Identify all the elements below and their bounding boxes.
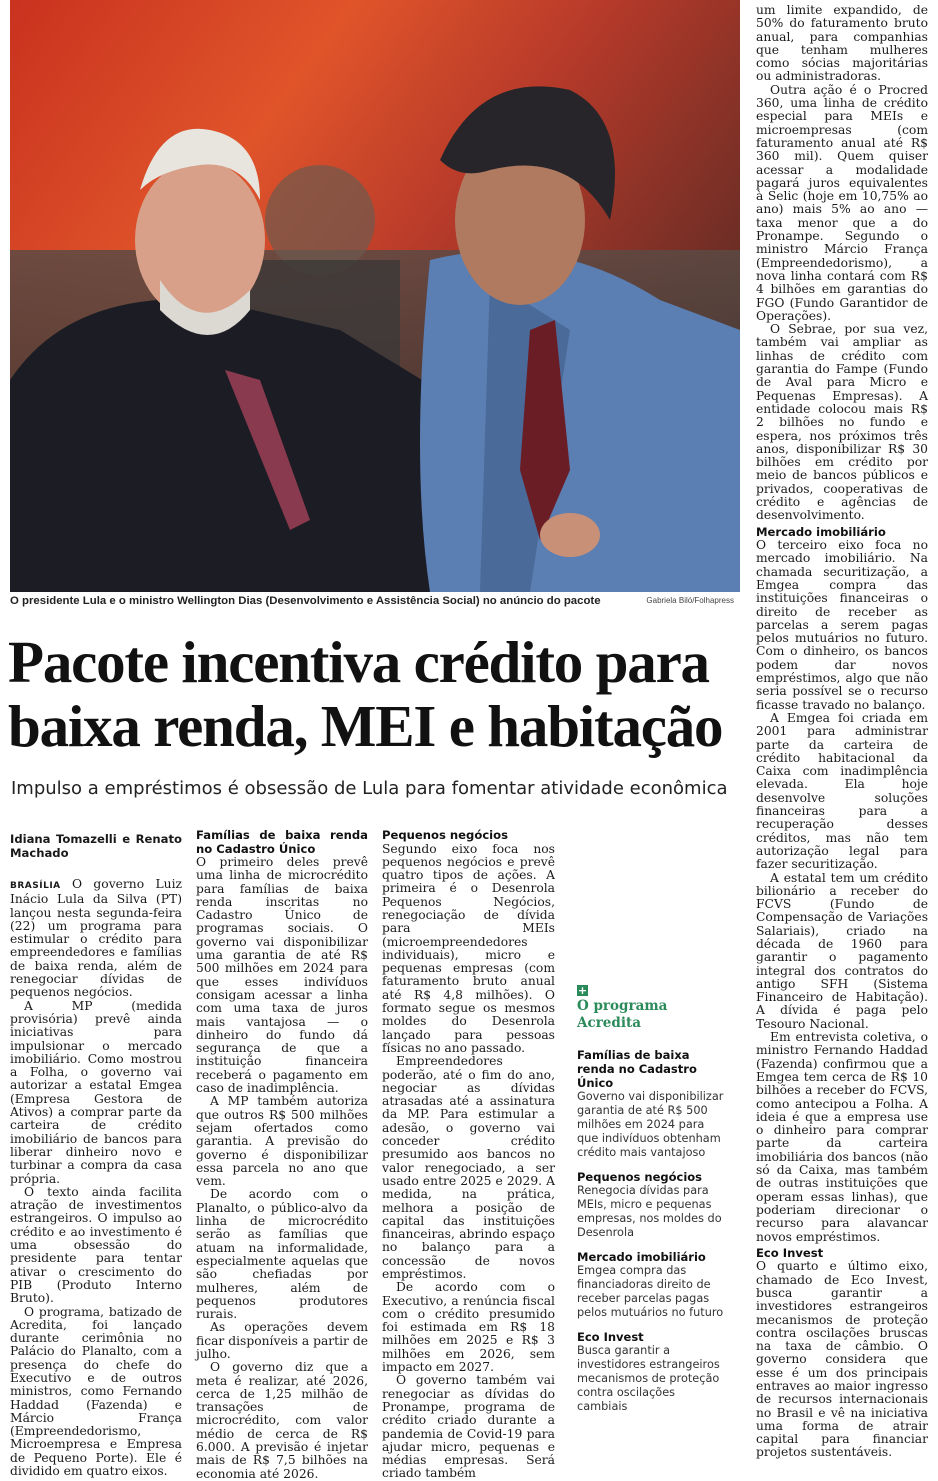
lead-paragraph <box>10 878 182 1000</box>
plus-icon: + <box>577 984 588 997</box>
paragraph: O terceiro eixo foca no mercado imobiliário. Na chamada securitização, a Emgea compra das instituições financeiras o direito de receber as parcelas a serem pagas pelos mutuários no futuro. Com o dinheiro, os bancos podem dar novos empréstimos, algo que não seria possível se o recurso ficasse travado no balanço. <box>756 538 928 712</box>
sidebar-title: O programa Acredita <box>577 998 668 1031</box>
headline: Pacote incentiva crédito para baixa renda, MEI e habitação <box>8 629 723 759</box>
sidebar-item-text: Busca garantir a investidores estrangeiros mecanismos de proteção contra oscilações cambiais <box>577 1344 720 1413</box>
paragraph: A Emgea foi criada em 2001 para administrar parte da carteira de crédito habitacional da Caixa com inadimplência elevada. Ela hoje desenvolve soluções financeiras para a recuperação desses créditos, mas não tem autorização legal para fazer securitização. <box>756 710 928 872</box>
column-2 <box>196 828 368 1481</box>
paragraph: O texto ainda facilita atração de investimentos estrangeiros. O impulso ao crédito e ao investimento é uma obsessão do presidente para tentar ativar o crescimento do PIB (Produto Interno Bruto). <box>10 1184 182 1306</box>
sidebar-item <box>577 1250 729 1320</box>
paragraph: O governo diz que a meta é realizar, até 2026, cerca de 1,25 milhão de transações de microcrédito, com valor médio de cerca de R$ 6.000. A previsão é injetar mais de R$ 7,5 bilhões na economia até 2026. <box>196 1360 368 1481</box>
photo-caption <box>10 595 740 613</box>
paragraph: O programa, batizado de Acredita, foi lançado durante cerimônia no Palácio do Planalto, com a presença do chefe do Executivo e de outros ministros, como Fernando Haddad (Fazenda) e Márcio França (Empreendedorismo, Microempresa e Empresa de Pequeno Porte). Ele é dividido em quatro eixos. <box>10 1304 182 1479</box>
column-5 <box>756 3 928 1460</box>
sidebar-item-title: Pequenos negócios <box>577 1170 703 1184</box>
paragraph: A MP também autoriza que outros R$ 500 milhões sejam ofertados como garantia. A previsão do governo é disponibilizar essa parcela no ano que vem. <box>196 1094 368 1189</box>
paragraph: Empreendedores poderão, até o fim do ano, negociar as dívidas atrasadas até a assinatura da MP. Para estimular a adesão, o governo vai conceder crédito presumido aos bancos no valor renegociado, a ser usado entre 2025 e 2029. A medida, na prática, melhora a posição de capital das instituições financeiras, abrindo espaço no balanço para a concessão de novos empréstimos. <box>382 1054 555 1281</box>
news-photo <box>10 0 740 592</box>
sidebar-item-title: Mercado imobiliário <box>577 1250 706 1264</box>
paragraph: O primeiro deles prevê uma linha de microcrédito para famílias de baixa renda inscritas no Cadastro Único de programas sociais. O governo vai disponibilizar uma garantia de até R$ 500 milhões em 2024 para que esses indivíduos consigam acessar a linha com uma taxa de juros mais vantajosa — o dinheiro do fundo dá segurança de que a instituição financeira receberá o pagamento em caso de inadimplência. <box>196 855 368 1096</box>
paragraph: Segundo eixo foca nos pequenos negócios e prevê quatro tipos de ações. A primeira é o Desenrola Pequenos Negócios, renegociação de dívida para MEIs (microempreendedores individuais), micro e pequenas empresas (com faturamento bruto anual até R$ 4,8 milhões). O formato segue os mesmos moldes do Desenrola lançado para pessoas físicas no ano passado. <box>382 841 555 1055</box>
column-1 <box>10 832 182 1479</box>
program-sidebar <box>577 985 729 1425</box>
column-3 <box>382 828 555 1481</box>
byline: Idiana Tomazelli e Renato Machado <box>10 832 182 860</box>
sidebar-item <box>577 1330 729 1414</box>
paragraph: O governo também vai renegociar as dívidas do Pronampe, programa de crédito criado durante a pandemia de Covid-19 para ajudar micro, pequenas e médias empresas. Será criado também <box>382 1373 555 1481</box>
lead-text: O governo Luiz Inácio Lula da Silva (PT) lançou nesta segunda-feira (22) um programa para estimular o crédito para empreendedores e famílias de baixa renda, além de renegociar dívidas de pequenos negócios. <box>10 877 182 1000</box>
paragraph: Outra ação é o Procred 360, uma linha de crédito especial para MEIs e microempresas (com faturamento anual até R$ 360 mil). Quem quiser acessar a modalidade pagará juros equivalentes à Selic (hoje em 10,75% ao ano) mais 5% ao ano — taxa menor que a do Pronampe. Segundo o ministro Márcio França (Empreendedorismo), a nova linha contará com R$ 4 bilhões em garantias do FGO (Fundo Garantidor de Operações). <box>756 82 928 323</box>
paragraph: Em entrevista coletiva, o ministro Fernando Haddad (Fazenda) confirmou que a Emgea tem cerca de R$ 10 bilhões a receber do FCVS, como antecipou a Folha. A ideia é que a empresa use o dinheiro para comprar parte da carteira imobiliária dos bancos (não só da Caixa, mas também de outras instituições que operam essas linhas), que poderiam direcionar o recurso para alavancar novos empréstimos. <box>756 1030 928 1244</box>
sidebar-item-title: Famílias de baixa renda no Cadastro Único <box>577 1048 697 1090</box>
section-heading: Pequenos negócios <box>382 828 509 842</box>
section-heading: Eco Invest <box>756 1245 824 1260</box>
paragraph: De acordo com o Executivo, a renúncia fiscal com o crédito presumido foi estimada em R$ 18 milhões em 2025 e R$ 3 milhões em 2026, sem impacto em 2027. <box>382 1280 555 1375</box>
subheadline: Impulso a empréstimos é obsessão de Lula para fomentar atividade econômica <box>11 778 728 799</box>
sidebar-item-text: Emgea compra das financiadoras direito de receber parcelas pagas pelos mutuários no futuro <box>577 1264 724 1319</box>
sidebar-item <box>577 1048 729 1160</box>
paragraph: De acordo com o Planalto, o público-alvo da linha de microcrédito serão as famílias que atuam na informalidade, especialmente aquelas que são chefiadas por mulheres, além de pequenos produtores rurais. <box>196 1187 368 1322</box>
section-heading: Famílias de baixa renda no Cadastro Único <box>196 828 368 856</box>
section-heading: Mercado imobiliário <box>756 524 886 539</box>
paragraph: As operações devem ficar disponíveis a partir de julho. <box>196 1320 368 1361</box>
dateline: BRASÍLIA <box>10 881 61 891</box>
sidebar-item <box>577 1170 729 1240</box>
photo-credit: Gabriela Biló/Folhapress <box>646 596 734 605</box>
caption-text: O presidente Lula e o ministro Wellington Dias (Desenvolvimento e Assistência Social) no anúncio do pacote <box>10 595 601 607</box>
paragraph: um limite expandido, de 50% do faturamento bruto anual, para companhias que tenham mulheres como sócias majoritárias ou administradoras. <box>756 3 928 84</box>
paragraph: O quarto e último eixo, chamado de Eco Invest, busca garantir a investidores estrangeiros mecanismos de proteção contra oscilações bruscas na taxa de câmbio. O governo considera que esse é um dos principais entraves ao maior ingresso de recursos internacionais no Brasil e vê na iniciativa uma forma de atrair capital para financiar projetos sustentáveis. <box>756 1259 928 1460</box>
paragraph: O Sebrae, por sua vez, também vai ampliar as linhas de crédito com garantia do Fampe (Fundo de Aval para Micro e Pequenas Empresas). A entidade colocou mais R$ 2 bilhões no fundo e espera, nos próximos três anos, disponibilizar R$ 30 bilhões em crédito por meio de bancos públicos e privados, cooperativas de crédito e agências de desenvolvimento. <box>756 322 928 523</box>
paragraph: A MP (medida provisória) prevê ainda iniciativas para impulsionar o mercado imobiliário. Como mostrou a Folha, o governo vai autorizar a estatal Emgea (Empresa Gestora de Ativos) a comprar parte da carteira de crédito imobiliário de bancos para liberar dinheiro novo e turbinar a compra da casa própria. <box>10 998 182 1186</box>
paragraph: A estatal tem um crédito bilionário a receber do FCVS (Fundo de Compensação de Variações Salariais), criado na década de 1960 para garantir o pagamento integral dos contratos do antigo SFH (Sistema Financeiro de Habitação). A dívida é paga pelo Tesouro Nacional. <box>756 870 928 1031</box>
sidebar-item-text: Renegocia dívidas para MEIs, micro e pequenas empresas, nos moldes do Desenrola <box>577 1184 722 1239</box>
sidebar-item-title: Eco Invest <box>577 1330 644 1344</box>
sidebar-item-text: Governo vai disponibilizar garantia de até R$ 500 milhões em 2024 para que indivíduos obtenham crédito mais vantajoso <box>577 1090 724 1159</box>
